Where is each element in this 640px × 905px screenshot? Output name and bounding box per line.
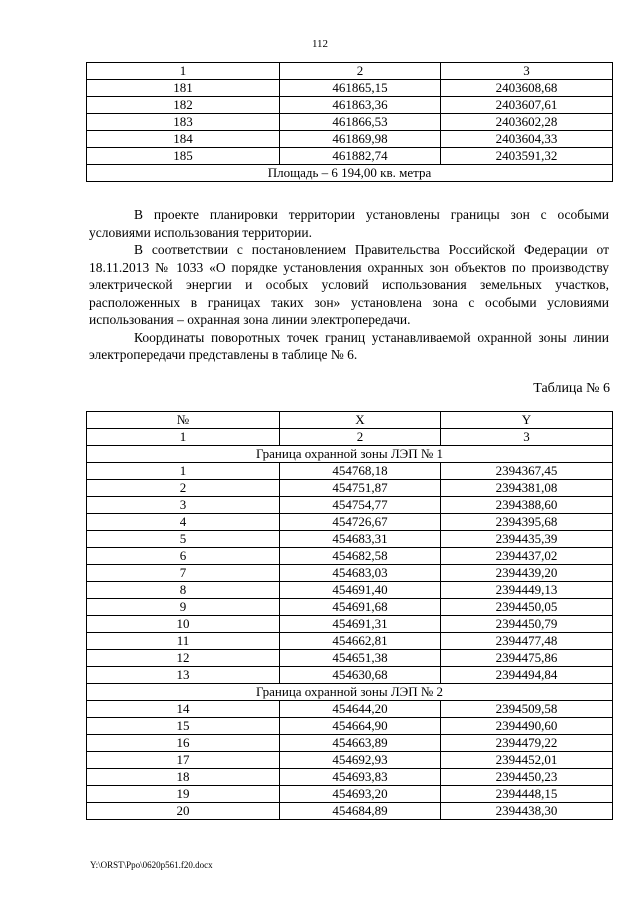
table-cell: 2394475,86 <box>441 650 613 667</box>
table-row <box>87 769 613 786</box>
table-cell: 454693,20 <box>280 786 441 803</box>
table-cell: 4 <box>87 514 280 531</box>
table-cell: 20 <box>87 803 280 820</box>
table-cell: 454693,83 <box>280 769 441 786</box>
table-cell: 2 <box>280 429 441 446</box>
table-row <box>87 667 613 684</box>
table-row <box>87 480 613 497</box>
table-cell: 2394381,08 <box>441 480 613 497</box>
table-cell: 2394437,02 <box>441 548 613 565</box>
table-cell: 1 <box>87 463 280 480</box>
table-cell: 454683,03 <box>280 565 441 582</box>
table-cell: 15 <box>87 718 280 735</box>
table-cell: 2394448,15 <box>441 786 613 803</box>
table-cell: 2394449,13 <box>441 582 613 599</box>
table-cell: X <box>280 412 441 429</box>
table-cell: 454691,68 <box>280 599 441 616</box>
table-row <box>87 514 613 531</box>
table-cell: 2394395,68 <box>441 514 613 531</box>
table-cell: 5 <box>87 531 280 548</box>
table-cell: 2403604,33 <box>441 131 613 148</box>
table-row <box>87 497 613 514</box>
table-cell: 6 <box>87 548 280 565</box>
coordinates-table-continued <box>86 62 613 182</box>
table-row <box>87 786 613 803</box>
table-cell: 2394435,39 <box>441 531 613 548</box>
table-cell: 454662,81 <box>280 633 441 650</box>
table-cell: Площадь – 6 194,00 кв. метра <box>87 165 613 182</box>
table-cell: 184 <box>87 131 280 148</box>
table-row <box>87 463 613 480</box>
table-cell: 2403607,61 <box>441 97 613 114</box>
coordinates-table-6 <box>86 411 613 820</box>
table-cell: 454664,90 <box>280 718 441 735</box>
table-cell: 2394450,05 <box>441 599 613 616</box>
table-cell: 8 <box>87 582 280 599</box>
table-cell: 2394479,22 <box>441 735 613 752</box>
table-cell: 461869,98 <box>280 131 441 148</box>
table-cell: 454691,40 <box>280 582 441 599</box>
table-row <box>87 735 613 752</box>
table-cell: 183 <box>87 114 280 131</box>
table-cell: 461863,36 <box>280 97 441 114</box>
table-number-row <box>87 429 613 446</box>
page-number: 112 <box>311 38 329 50</box>
table-row <box>87 531 613 548</box>
table-cell: 461882,74 <box>280 148 441 165</box>
table-cell: Граница охранной зоны ЛЭП № 2 <box>87 684 613 701</box>
table-header-row <box>87 412 613 429</box>
table-row <box>87 548 613 565</box>
table-row <box>87 114 613 131</box>
table-caption: Таблица № 6 <box>533 381 610 396</box>
table-cell: 2394477,48 <box>441 633 613 650</box>
table-cell: 16 <box>87 735 280 752</box>
table-cell: 182 <box>87 97 280 114</box>
table-cell: 2394388,60 <box>441 497 613 514</box>
paragraph: В соответствии с постановлением Правительства Российской Федерации от 18.11.2013 № 1033 «О порядке установления охранных зон объектов по производству электрической энергии и особых условий использования земельных участков, расположенных в границах таких зон» установлена зона с особыми условиями использования – охранная зона линии электропередачи. <box>89 242 609 327</box>
table-cell: 18 <box>87 769 280 786</box>
table-cell: 2394367,45 <box>441 463 613 480</box>
paragraph: Координаты поворотных точек границ устанавливаемой охранной зоны линии электропередачи представлены в таблице № 6. <box>89 329 609 362</box>
table-cell: 454751,87 <box>280 480 441 497</box>
table-cell: Y <box>441 412 613 429</box>
table-row <box>87 701 613 718</box>
table-cell: 12 <box>87 650 280 667</box>
table-cell: 9 <box>87 599 280 616</box>
table-cell: 461866,53 <box>280 114 441 131</box>
table-cell: 2403602,28 <box>441 114 613 131</box>
table-cell: 2394494,84 <box>441 667 613 684</box>
table-cell: 3 <box>441 63 613 80</box>
table-cell: 13 <box>87 667 280 684</box>
table-cell: 454682,58 <box>280 548 441 565</box>
table-cell: 19 <box>87 786 280 803</box>
table-cell: 454754,77 <box>280 497 441 514</box>
table-cell: 11 <box>87 633 280 650</box>
table-cell: 185 <box>87 148 280 165</box>
table-cell: 10 <box>87 616 280 633</box>
section-title-row <box>87 446 613 463</box>
table-cell: 454663,89 <box>280 735 441 752</box>
table-number-row <box>87 63 613 80</box>
table-cell: 2394509,58 <box>441 701 613 718</box>
table-cell: 2394452,01 <box>441 752 613 769</box>
paragraph: В проекте планировки территории установлены границы зон с особыми условиями использования территории. <box>89 207 609 240</box>
table-row <box>87 148 613 165</box>
table-row <box>87 803 613 820</box>
table-cell: 2403591,32 <box>441 148 613 165</box>
table-cell: 1 <box>87 63 280 80</box>
table-cell: 454644,20 <box>280 701 441 718</box>
table-cell: 454683,31 <box>280 531 441 548</box>
table-cell: 2 <box>87 480 280 497</box>
table-row <box>87 97 613 114</box>
table-cell: 14 <box>87 701 280 718</box>
table-cell: 454651,38 <box>280 650 441 667</box>
footer-file-path: Y:\ORST\Ppo\0620p561.f20.docx <box>90 860 213 870</box>
table-cell: 454768,18 <box>280 463 441 480</box>
table-cell: Граница охранной зоны ЛЭП № 1 <box>87 446 613 463</box>
table-row <box>87 718 613 735</box>
table-row <box>87 131 613 148</box>
table-cell: 454726,67 <box>280 514 441 531</box>
table-row <box>87 565 613 582</box>
table-cell: № <box>87 412 280 429</box>
table-cell: 181 <box>87 80 280 97</box>
section-title-row <box>87 684 613 701</box>
table-cell: 461865,15 <box>280 80 441 97</box>
table-cell: 2 <box>280 63 441 80</box>
table-cell: 2403608,68 <box>441 80 613 97</box>
table-cell: 2394450,79 <box>441 616 613 633</box>
table-row <box>87 582 613 599</box>
table-cell: 454684,89 <box>280 803 441 820</box>
table-cell: 2394450,23 <box>441 769 613 786</box>
table-row <box>87 599 613 616</box>
table-cell: 454630,68 <box>280 667 441 684</box>
body-paragraphs <box>89 206 609 364</box>
table-cell: 3 <box>441 429 613 446</box>
table-cell: 454692,93 <box>280 752 441 769</box>
table-cell: 2394490,60 <box>441 718 613 735</box>
table-cell: 454691,31 <box>280 616 441 633</box>
table-cell: 17 <box>87 752 280 769</box>
table-row <box>87 650 613 667</box>
table-row <box>87 633 613 650</box>
table-cell: 1 <box>87 429 280 446</box>
area-row <box>87 165 613 182</box>
table-cell: 2394439,20 <box>441 565 613 582</box>
table-cell: 7 <box>87 565 280 582</box>
table-row <box>87 752 613 769</box>
table-row <box>87 80 613 97</box>
table-row <box>87 616 613 633</box>
table-cell: 3 <box>87 497 280 514</box>
table-cell: 2394438,30 <box>441 803 613 820</box>
